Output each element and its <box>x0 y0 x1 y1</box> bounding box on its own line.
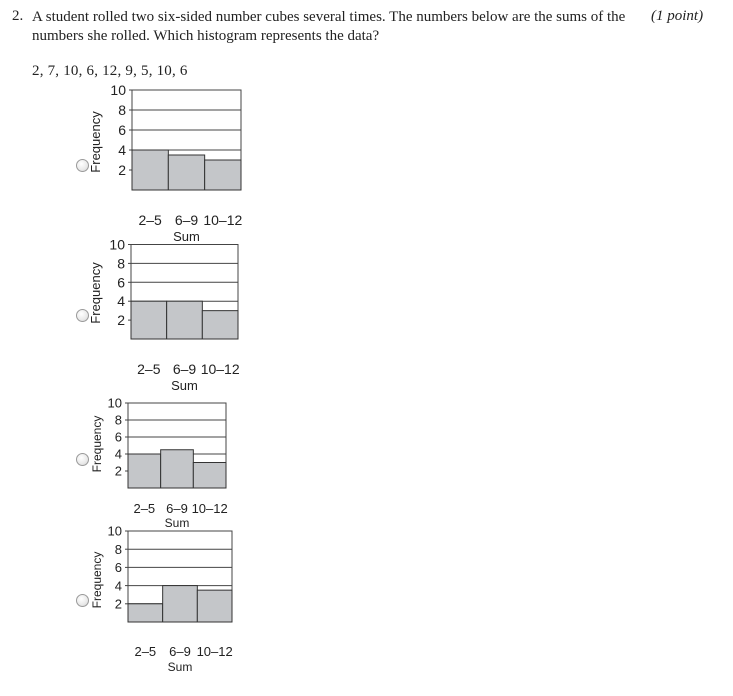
category-label: 6–9 <box>172 361 197 377</box>
y-axis-label: Frequency <box>90 415 104 473</box>
category-label: 10–12 <box>203 212 243 228</box>
bar-3 <box>202 311 238 339</box>
y-tick-label: 6 <box>117 274 125 291</box>
question-number: 2. <box>12 8 24 24</box>
y-tick-label: 2 <box>117 312 125 329</box>
category-label: 2–5 <box>133 501 156 516</box>
histogram-choice-3 <box>88 392 248 542</box>
y-tick-label: 6 <box>118 122 126 139</box>
bar-3 <box>197 590 232 622</box>
y-axis-label: Frequency <box>90 551 104 609</box>
category-label: 10–12 <box>196 644 233 659</box>
bar-1 <box>131 301 167 339</box>
y-tick-label: 10 <box>109 236 125 253</box>
bar-1 <box>132 150 168 190</box>
y-tick-label: 8 <box>118 102 126 119</box>
y-tick-label: 10 <box>110 82 126 99</box>
y-axis-label: Frequency <box>88 262 103 324</box>
x-axis-label: Sum <box>173 229 200 244</box>
category-label: 6–9 <box>166 501 188 516</box>
question-points: (1 point) <box>651 8 704 24</box>
x-axis-label: Sum <box>167 660 193 674</box>
y-tick-label: 4 <box>117 293 125 310</box>
y-tick-label: 10 <box>107 395 122 411</box>
bar-3 <box>193 463 226 489</box>
category-label: 10–12 <box>200 361 240 377</box>
category-label: 2–5 <box>138 212 162 228</box>
y-axis-label: Frequency <box>88 111 103 173</box>
bar-2 <box>163 586 198 622</box>
bar-2 <box>168 155 204 190</box>
x-axis-label: Sum <box>171 378 198 393</box>
question-text: A student rolled two six-sided number cubes several times. The numbers below are the sums of the numbers she rolled. Which histogram represents the data? <box>32 9 626 44</box>
y-tick-label: 4 <box>114 446 122 462</box>
y-tick-label: 2 <box>114 463 122 479</box>
question-data-values: 2, 7, 10, 6, 12, 9, 5, 10, 6 <box>32 63 188 79</box>
category-label: 10–12 <box>191 501 228 516</box>
y-tick-label: 6 <box>114 560 122 576</box>
category-label: 6–9 <box>174 212 199 228</box>
y-tick-label: 6 <box>114 429 122 445</box>
y-tick-label: 4 <box>118 142 126 159</box>
bar-1 <box>128 454 161 488</box>
y-tick-label: 8 <box>114 412 122 428</box>
histogram-choice-1 <box>88 82 248 252</box>
bar-3 <box>205 160 241 190</box>
category-label: 6–9 <box>169 644 191 659</box>
y-tick-label: 10 <box>107 523 122 539</box>
histogram-choice-2 <box>88 236 248 403</box>
x-axis-label: Sum <box>164 516 190 530</box>
category-label: 2–5 <box>137 361 161 377</box>
histogram-choice-4 <box>88 523 248 680</box>
bar-2 <box>167 301 203 339</box>
y-tick-label: 2 <box>114 596 122 612</box>
bar-2 <box>161 450 194 488</box>
y-tick-label: 8 <box>117 255 125 272</box>
y-tick-label: 8 <box>114 541 122 557</box>
y-tick-label: 4 <box>114 578 122 594</box>
y-tick-label: 2 <box>118 162 126 179</box>
bar-1 <box>128 604 163 622</box>
category-label: 2–5 <box>134 644 157 659</box>
